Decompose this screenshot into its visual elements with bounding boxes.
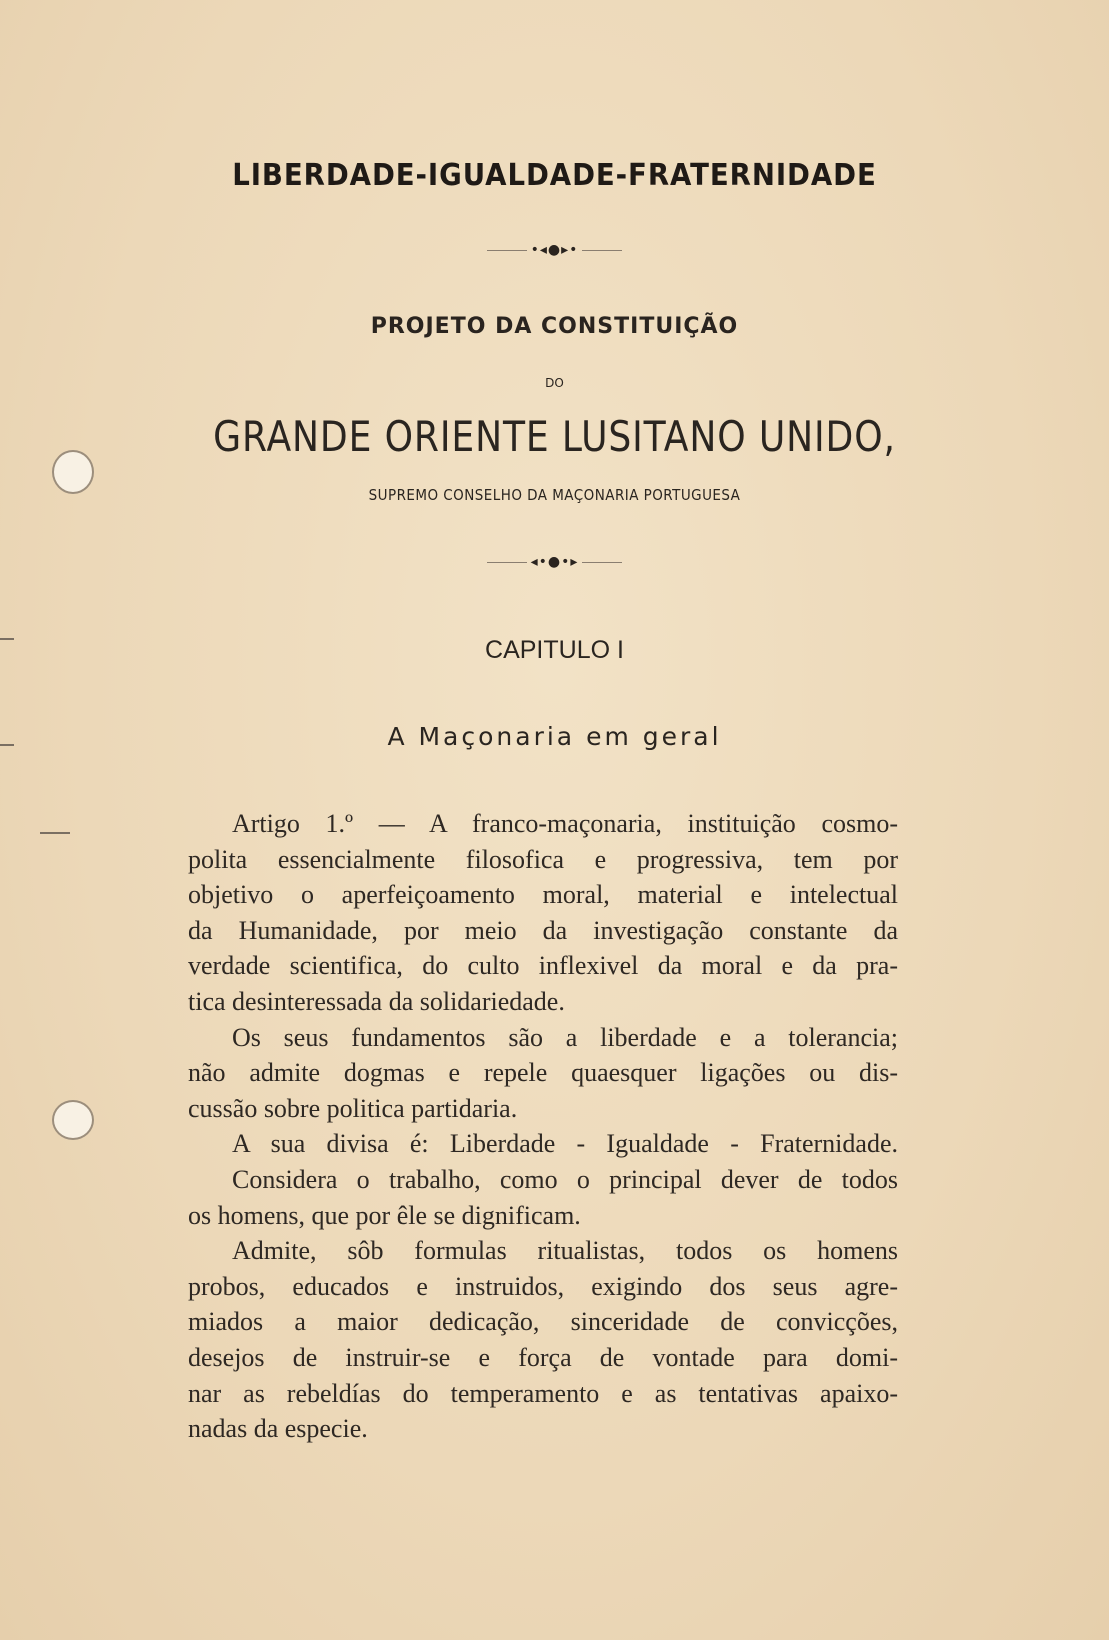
rule-line xyxy=(487,562,527,563)
binding-hole-icon xyxy=(52,1100,94,1140)
text-line: Considera o trabalho, como o principal dever de todos xyxy=(232,1164,898,1194)
connector-word: DO xyxy=(545,376,564,390)
chapter-number: CAPITULO I xyxy=(485,636,624,664)
organization-subtitle: SUPREMO CONSELHO DA MAÇONARIA PORTUGUESA xyxy=(368,486,741,504)
text-line: nadas da especie. xyxy=(188,1414,368,1444)
text-line: nar as rebeldías do temperamento e as tentativas apaixo- xyxy=(188,1378,898,1408)
text-line: A sua divisa é: Liberdade - Igualdade - Fraternidade. xyxy=(232,1129,898,1159)
rule-line xyxy=(582,250,622,251)
chapter-title: A Maçonaria em geral xyxy=(387,722,722,751)
ornament-glyph: ◂•●•▸ xyxy=(530,554,579,570)
text-line: Artigo 1.º — A franco-maçonaria, instituição cosmo- xyxy=(232,809,898,838)
edge-mark xyxy=(40,832,70,834)
ornament-divider xyxy=(0,554,1109,570)
text-line: verdade scientifica, do culto inflexivel da moral e da pra- xyxy=(188,951,898,981)
text-line: Admite, sôb formulas ritualistas, todos os homens xyxy=(232,1236,898,1266)
project-title: PROJETO DA CONSTITUIÇÃO xyxy=(370,314,739,339)
text-line: tica desinteressada da solidariedade. xyxy=(188,986,565,1016)
text-line: cussão sobre politica partidaria. xyxy=(188,1093,518,1123)
text-line: probos, educados e instruidos, exigindo dos seus agre- xyxy=(188,1271,898,1301)
text-line: da Humanidade, por meio da investigação constante da xyxy=(188,915,898,945)
article-body xyxy=(188,806,898,1447)
motto-heading: LIBERDADE-IGUALDADE-FRATERNIDADE xyxy=(232,158,877,193)
ornament-glyph: •◂●▸• xyxy=(530,242,579,258)
text-line: não admite dogmas e repele quaesquer ligações ou dis- xyxy=(188,1058,898,1088)
organization-name: GRANDE ORIENTE LUSITANO UNIDO, xyxy=(213,412,896,461)
text-line: objetivo o aperfeiçoamento moral, material e intelectual xyxy=(188,880,898,910)
ornament-divider xyxy=(0,242,1109,258)
text-line: desejos de instruir-se e força de vontade para domi- xyxy=(188,1342,898,1372)
rule-line xyxy=(487,250,527,251)
text-line: miados a maior dedicação, sinceridade de convicções, xyxy=(188,1307,898,1337)
text-line: Os seus fundamentos são a liberdade e a tolerancia; xyxy=(232,1022,898,1052)
text-line: polita essencialmente filosofica e progressiva, tem por xyxy=(188,844,898,874)
rule-line xyxy=(582,562,622,563)
text-line: os homens, que por êle se dignificam. xyxy=(188,1200,581,1230)
